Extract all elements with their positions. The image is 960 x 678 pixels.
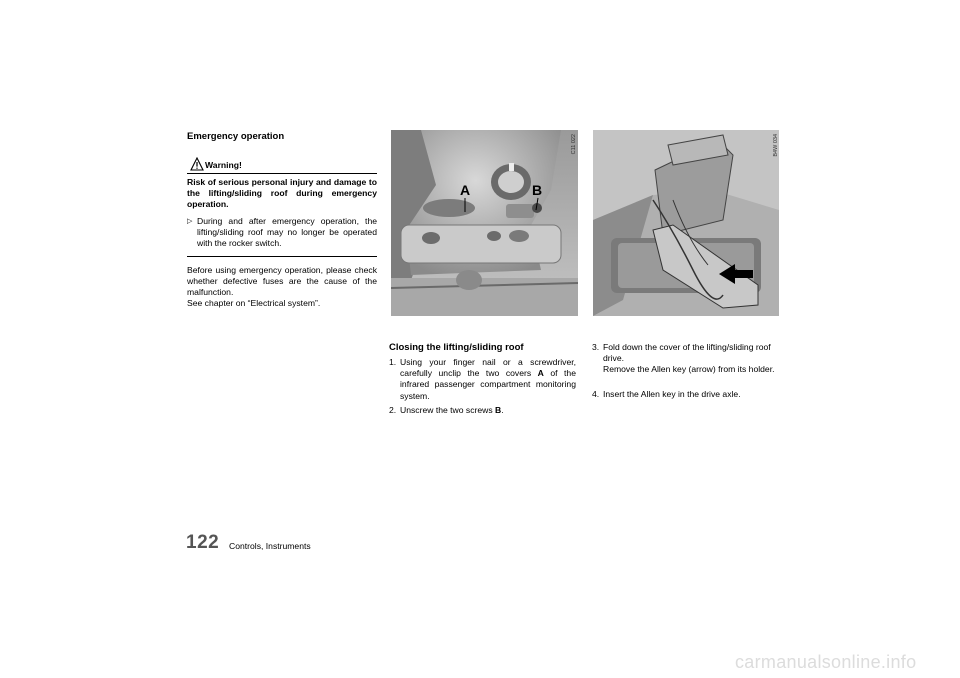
warning-icon (190, 157, 204, 171)
warning-top-rule (187, 173, 377, 174)
step-1: 1. Using your finger nail or a screwdriver, carefully unclip the two covers A of the infrared passenger compartment monitoring system. (389, 357, 576, 401)
watermark: carmanualsonline.info (735, 652, 917, 672)
warning-bullet-text: During and after emergency operation, the lifting/sliding roof may no longer be operated with the rocker switch. (197, 216, 377, 249)
figure-roof-console-photo (391, 130, 578, 316)
warning-label: Warning! (205, 160, 242, 170)
figure-code-1: C11 022 (571, 134, 577, 155)
warning-text: Risk of serious personal injury and damage to the lifting/sliding roof during emergency operation. (187, 177, 377, 210)
see-chapter-note: See chapter on “Electrical system”. (187, 298, 321, 308)
footer-section: Controls, Instruments (229, 541, 311, 551)
closing-heading: Closing the lifting/sliding roof (389, 342, 524, 353)
step-4: 4. Insert the Allen key in the drive axle. (592, 389, 741, 399)
step-3: 3. Fold down the cover of the lifting/sliding roof drive. Remove the Allen key (arrow) from its holder. (592, 342, 775, 375)
warning-bullet (187, 216, 377, 250)
figure-roof-drive-photo (593, 130, 779, 316)
figure-label-b: B (532, 182, 543, 198)
step-2: 2. Unscrew the two screws B. (389, 405, 504, 415)
page-number: 122 (186, 532, 220, 553)
warning-bottom-rule (187, 256, 377, 257)
figure-code-2: B4W 034 (773, 134, 779, 157)
section-heading: Emergency operation (187, 131, 285, 142)
figure-label-a: A (460, 182, 471, 198)
bullet-arrow-icon: ▷ (187, 218, 193, 225)
fuse-note: Before using emergency operation, please check whether defective fuses are the cause of the malfunction. (187, 265, 377, 298)
